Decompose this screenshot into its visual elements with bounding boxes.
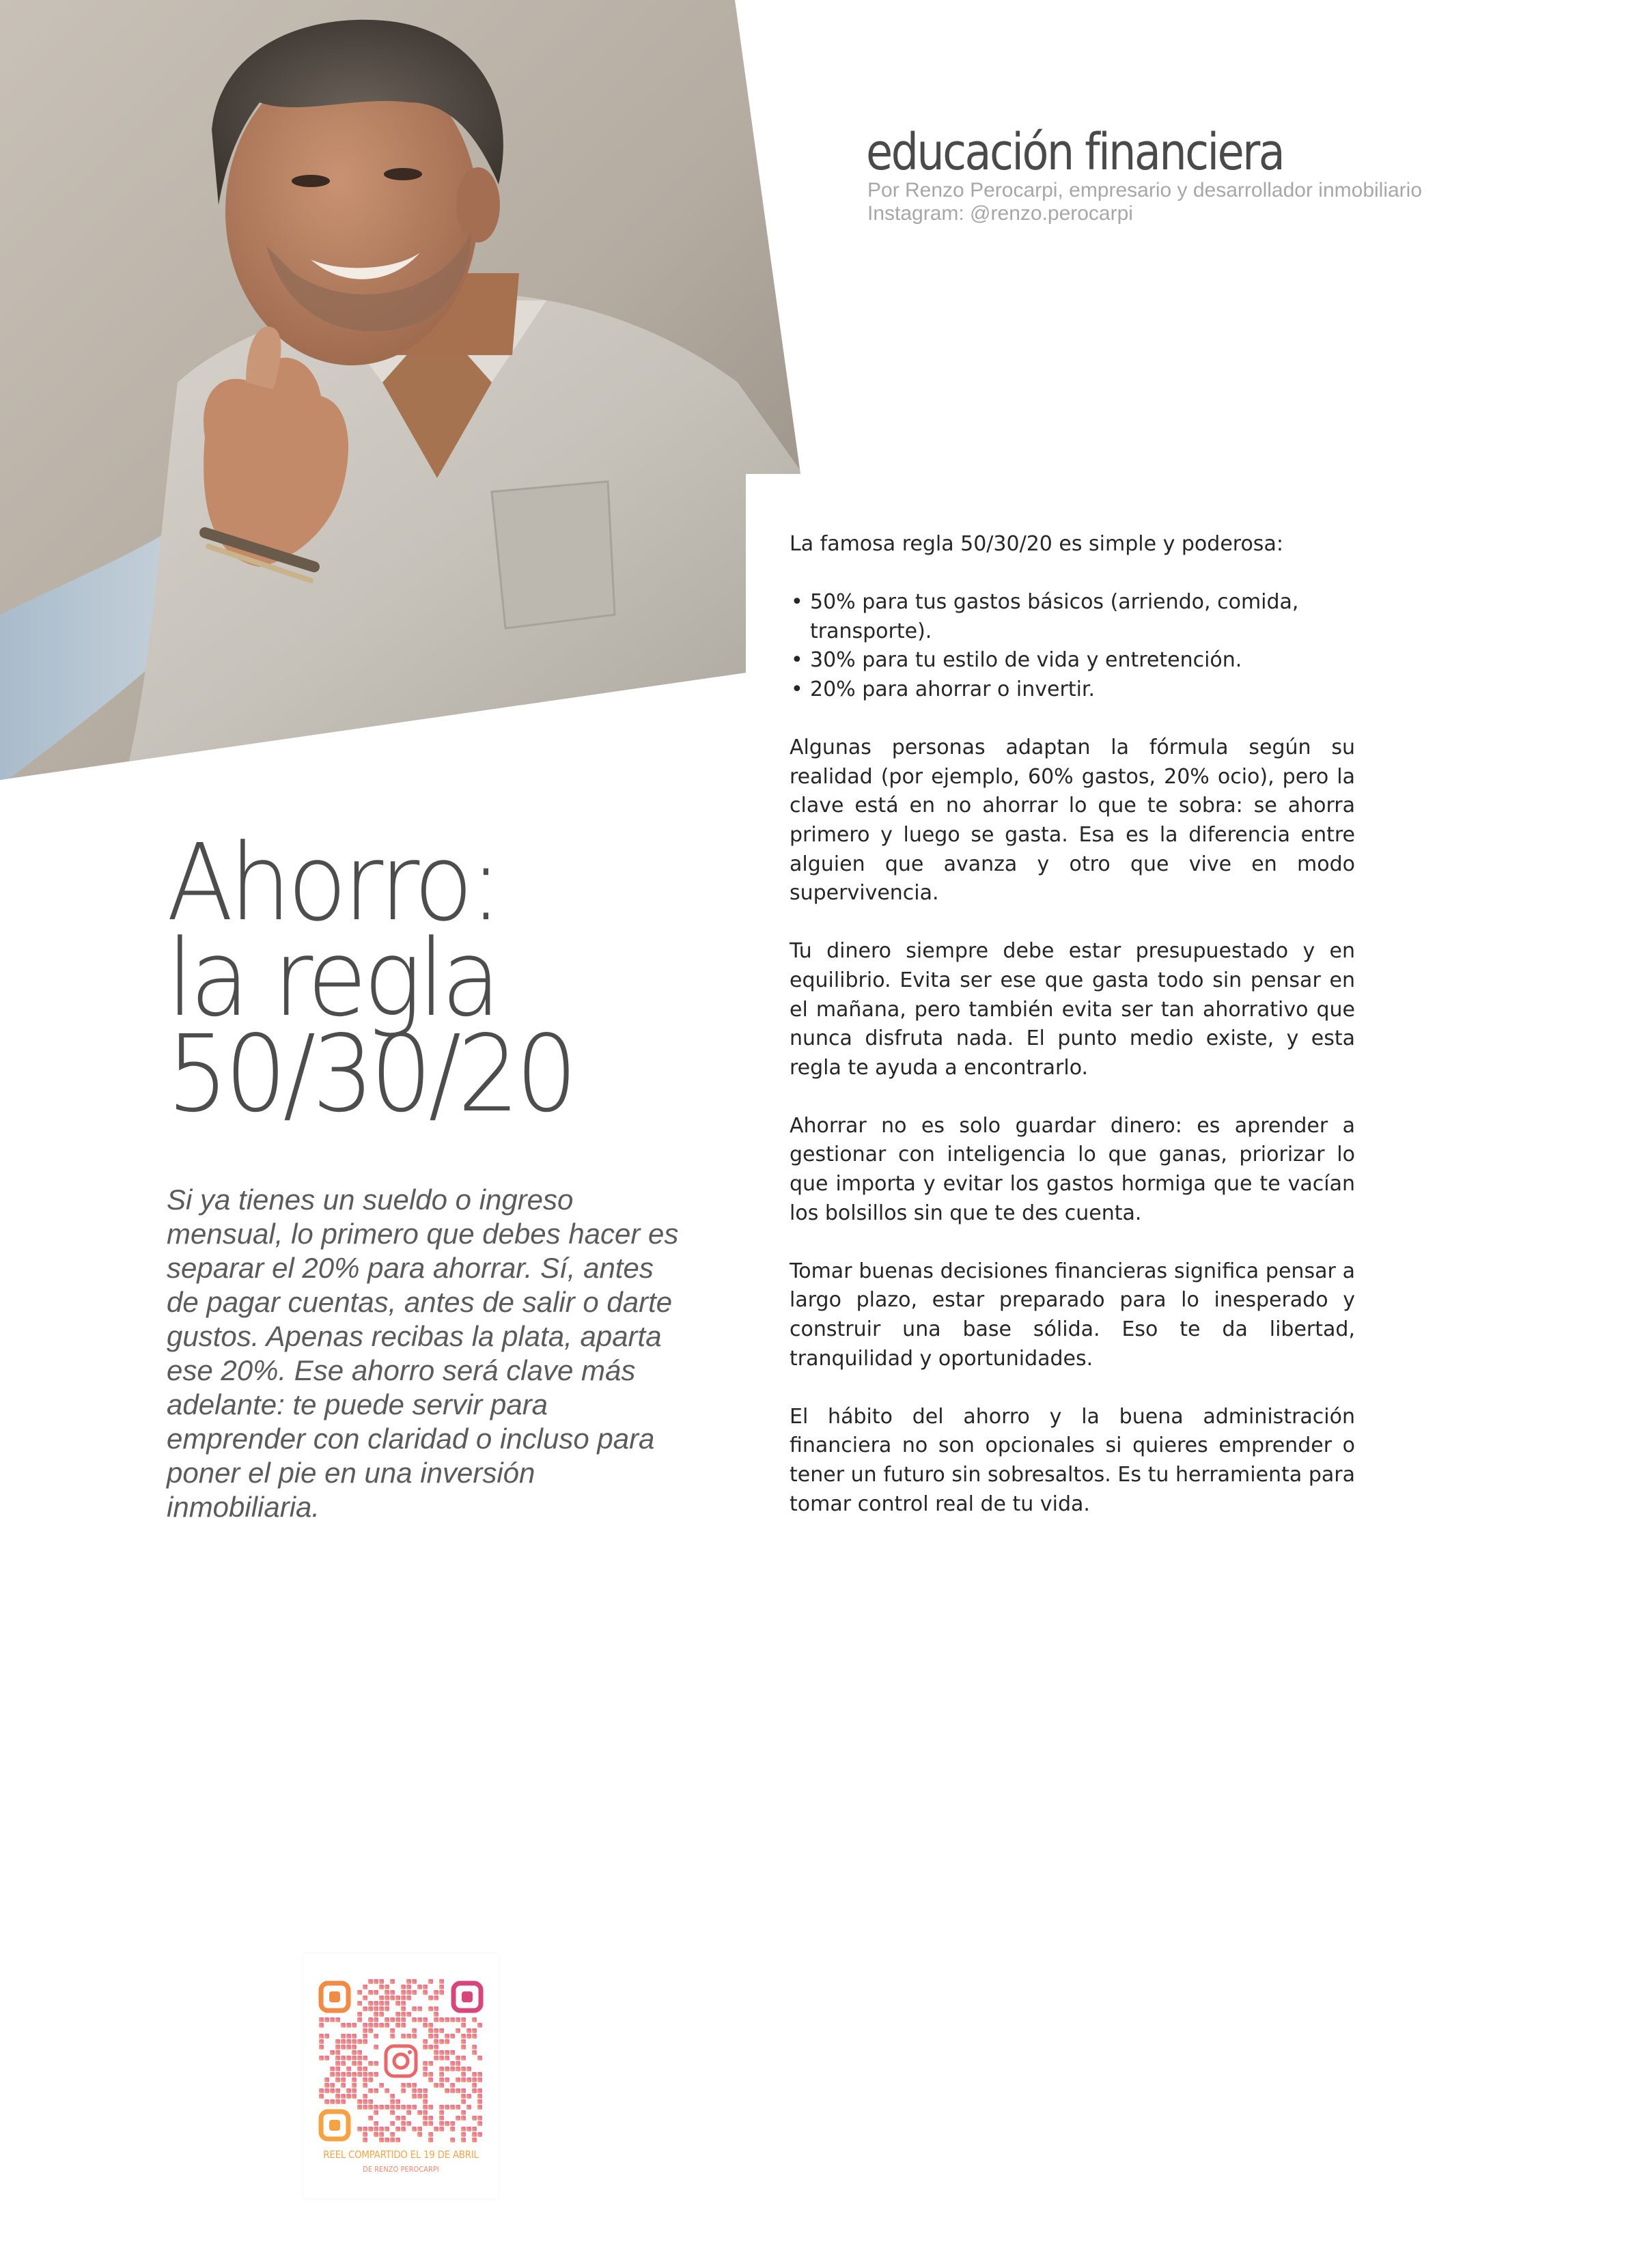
qr-finder-bottom-left — [321, 2112, 348, 2139]
body-paragraph: El hábito del ahorro y la buena administración financiera no son opcionales si quieres emprender o tener un futuro sin sobresaltos. Es tu herramienta para tomar control real de tu vida. — [790, 1404, 1355, 1516]
bullet-icon: • — [791, 590, 803, 615]
qr-caption: REEL COMPARTIDO EL 19 DE ABRIL — [323, 2148, 479, 2161]
qr-code[interactable] — [317, 1979, 485, 2143]
bullet-icon: • — [791, 677, 803, 701]
rule-item-50 — [790, 588, 1355, 646]
article-intro — [167, 1183, 686, 1524]
qr-caption-author: DE RENZO PEROCARPI — [363, 2165, 439, 2174]
body-paragraph: Ahorrar no es solo guardar dinero: es aprender a gestionar con inteligencia lo que ganas, priorizar lo que importa y evitar los gastos hormiga que te vacían los bolsillos sin que te des cuenta. — [790, 1113, 1355, 1225]
article-body — [790, 530, 1355, 1548]
body-paragraph: Algunas personas adaptan la fórmula según su realidad (por ejemplo, 60% gastos, 20% ocio), pero la clave está en no ahorrar lo que te sobra: se ahorra primero y luego se gasta. Esa es la diferencia entre alguien que avanza y otro que vive en modo supervivencia. — [790, 736, 1355, 906]
rule-item-30 — [790, 646, 1355, 675]
rule-item-20 — [790, 675, 1355, 705]
bullet-icon: • — [791, 648, 803, 673]
rule-list — [790, 588, 1355, 704]
rule-intro: La famosa regla 50/30/20 es simple y poderosa: — [790, 532, 1283, 556]
rule-item-text: 20% para ahorrar o invertir. — [810, 677, 1096, 701]
instagram-handle: Instagram: @renzo.perocarpi — [867, 202, 1133, 225]
rule-item-text: 50% para tus gastos básicos (arriendo, comida, transporte). — [810, 590, 1299, 643]
qr-code-card[interactable] — [303, 1953, 499, 2199]
qr-finder-top-left — [321, 1983, 348, 2011]
article-title-line-1: Ahorro: — [167, 821, 499, 944]
article-title-line-3: 50/30/20 — [167, 1012, 574, 1136]
rule-item-text: 30% para tu estilo de vida y entretención. — [810, 648, 1242, 673]
section-title: educación financiera — [866, 123, 1284, 182]
qr-finder-top-right — [454, 1983, 481, 2011]
intro-paragraph: Si ya tienes un sueldo o ingreso mensual, lo primero que debes hacer es separar el 20% para ahorrar. Sí, antes de pagar cuentas, antes de salir o darte gustos. Apenas recibas la plata, aparta ese 20%. Ese ahorro será clave más adelante: te puede servir para emprender con claridad o incluso para poner el pie en una inversión inmobiliaria. — [167, 1184, 679, 1523]
article-title-line-2: la regla — [167, 916, 497, 1040]
author-byline: Por Renzo Perocarpi, empresario y desarrollador inmobiliario — [867, 179, 1423, 201]
instagram-icon — [383, 2043, 419, 2079]
body-paragraph: Tu dinero siempre debe estar presupuestado y en equilibrio. Evita ser ese que gasta todo sin pensar en el mañana, pero también evita ser tan ahorrativo que nunca disfruta nada. El punto medio existe, y esta regla te ayuda a encontrarlo. — [790, 939, 1355, 1080]
body-paragraph: Tomar buenas decisiones financieras significa pensar a largo plazo, estar preparado para lo inesperado y construir una base sólida. Eso te da libertad, tranquilidad y oportunidades. — [790, 1259, 1355, 1371]
